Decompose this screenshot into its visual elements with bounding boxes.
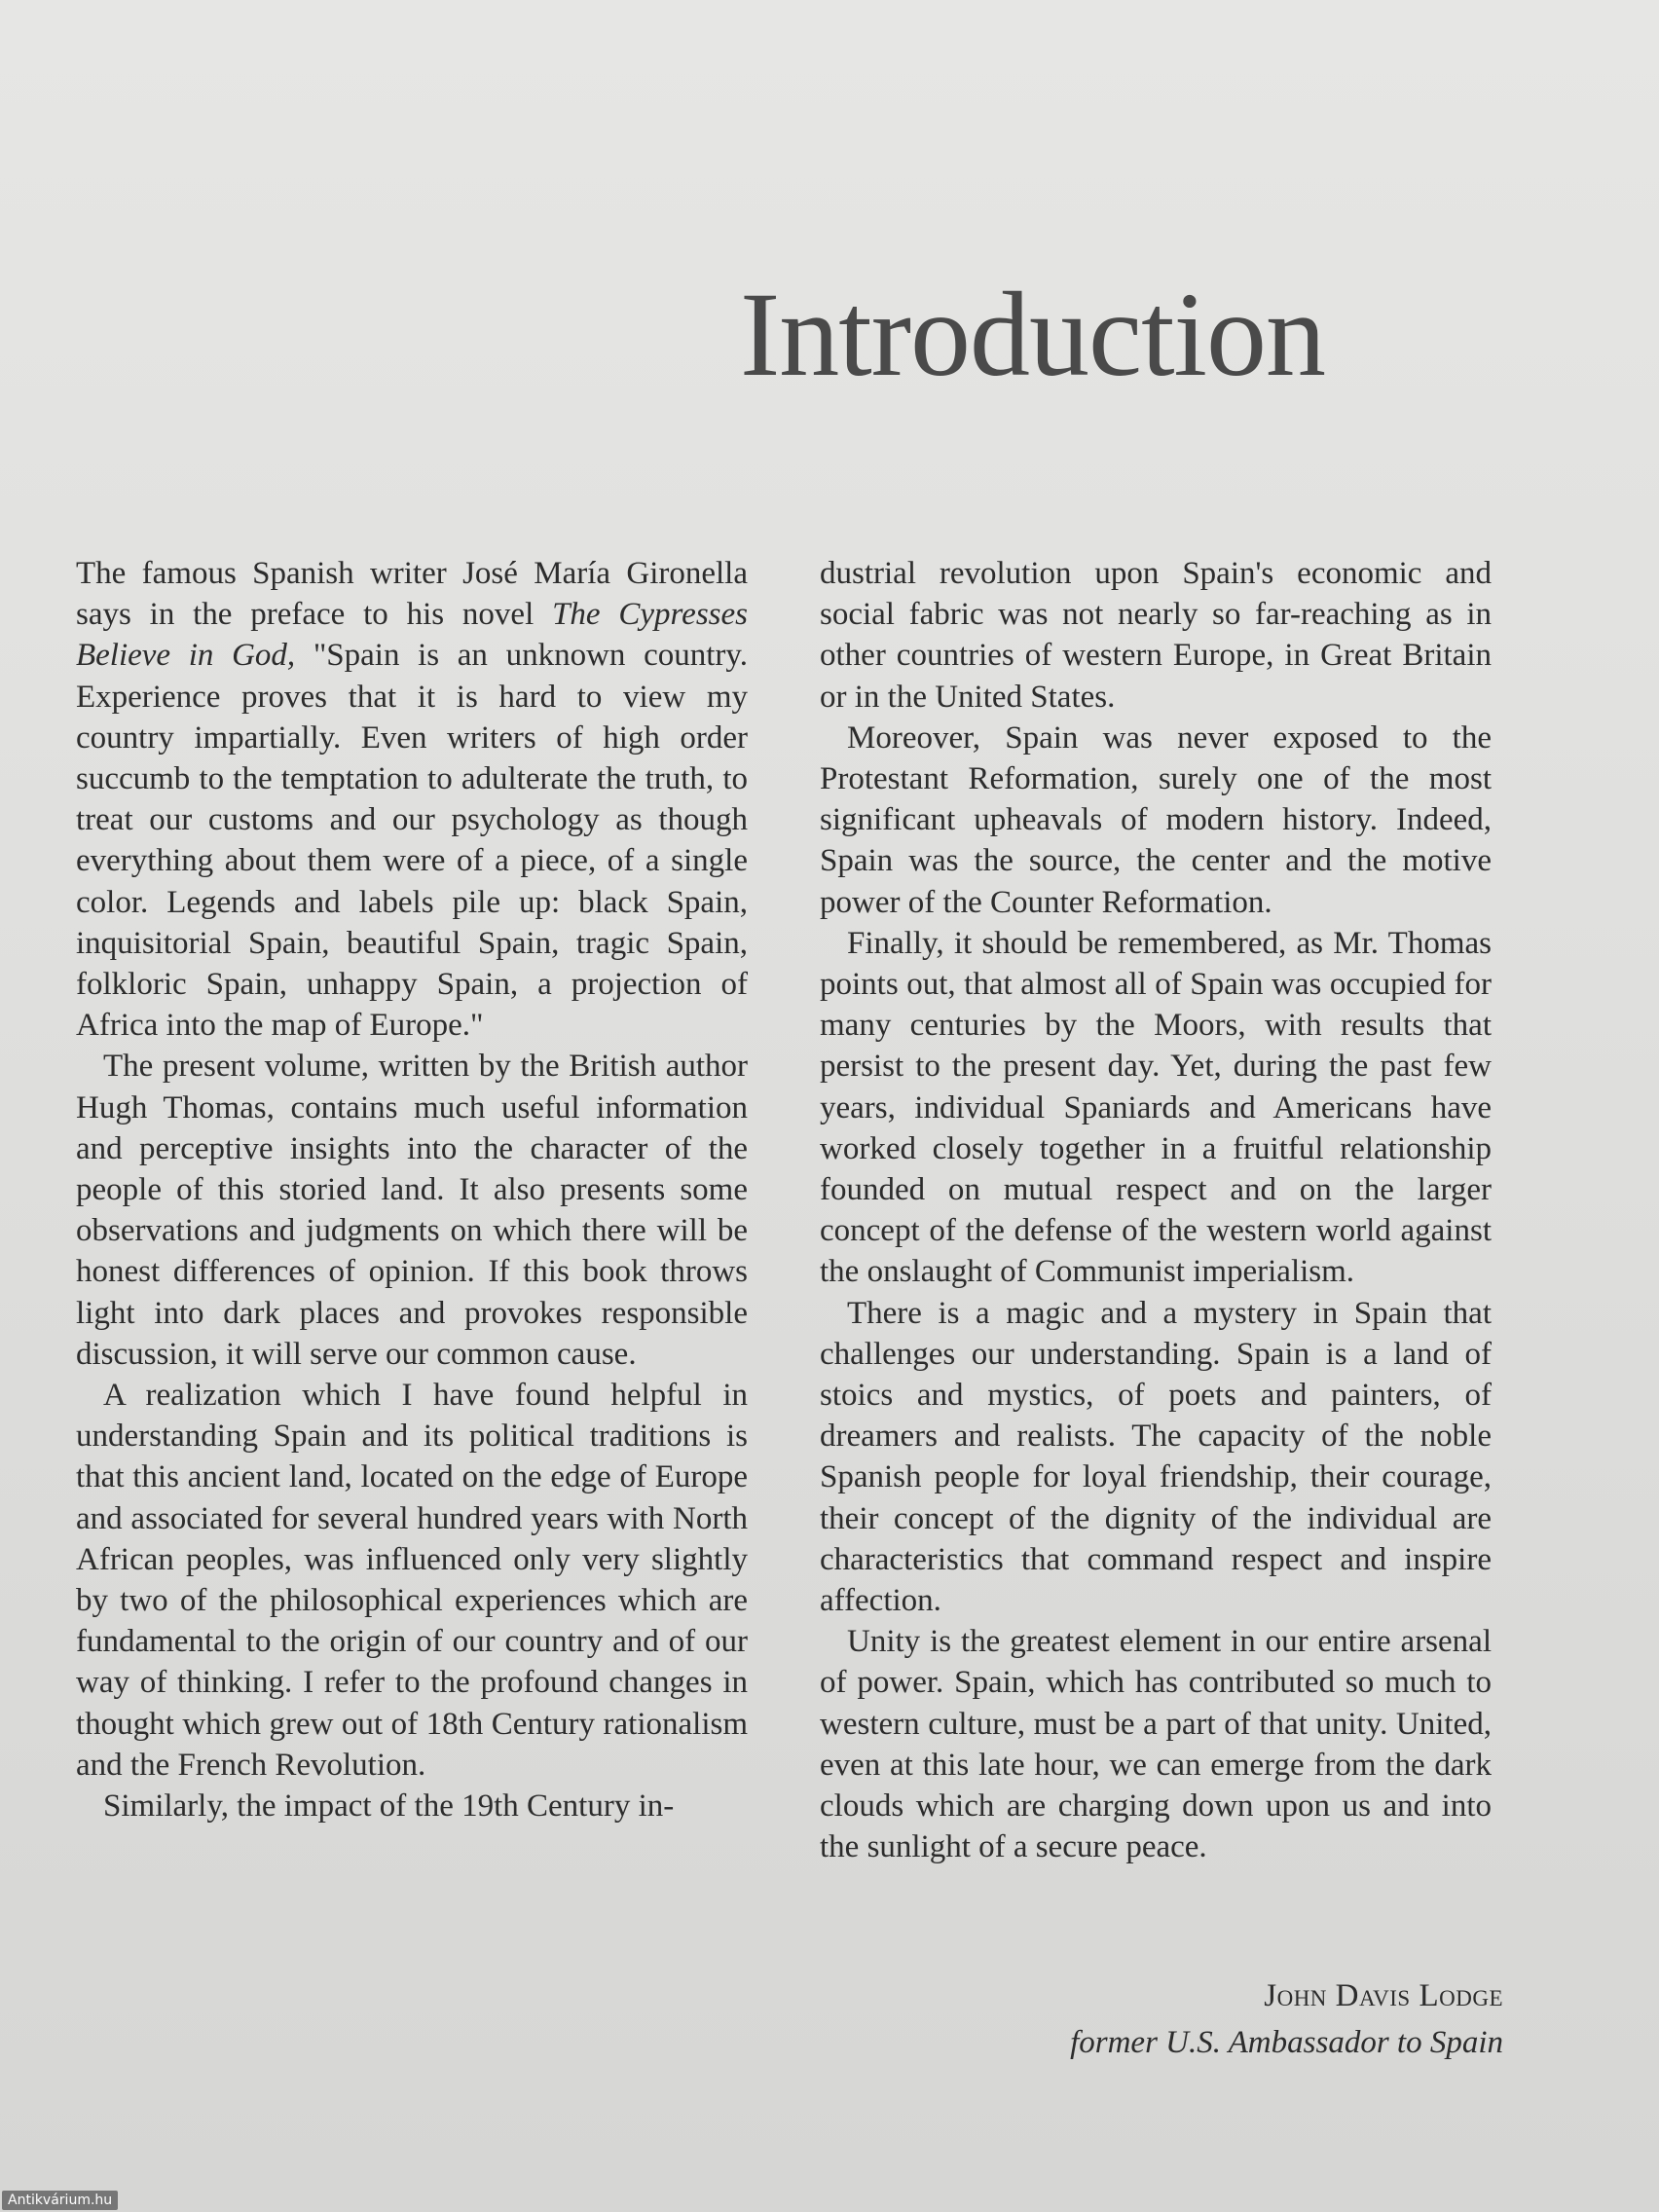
watermark: Antikvárium.hu xyxy=(2,2191,118,2210)
paragraph-8: Unity is the greatest element in our entire arsenal of power. Spain, which has contributed so much to western culture, must be a part of that unity. United, even at this late hour, we can emerge from the dark clouds which are charging down upon us and into the sunlight of a secure peace. xyxy=(820,1624,1492,1865)
paragraph-7: There is a magic and a mystery in Spain that challenges our understanding. Spain is a land of stoics and mystics, of poets and painters, of dreamers and realists. The capacity of the noble Spanish people for loyal friendship, their courage, their concept of the dignity of the individual are characteristics that command respect and inspire affection. xyxy=(820,1295,1492,1619)
signature-title: former U.S. Ambassador to Spain xyxy=(1070,2025,1503,2060)
paragraph-1 xyxy=(76,553,748,1046)
paragraph-2: The present volume, written by the British author Hugh Thomas, contains much useful information and perceptive insights into the character of the people of this storied land. It also presents some observations and judgments on which there will be honest differences of opinion. If this book throws light into dark places and provokes responsible discussion, it will serve our common cause. xyxy=(76,1049,748,1372)
paragraph-4-continued: dustrial revolution upon Spain's economic and social fabric was not nearly so far-reaching as in other countries of western Europe, in Great Britain or in the United States. xyxy=(820,556,1492,715)
left-text-column xyxy=(76,553,748,1826)
novel-title: The Cypresses Believe in God, xyxy=(76,597,748,674)
page-title: Introduction xyxy=(740,268,1325,401)
paragraph-1-text-a: The famous Spanish writer José María Gironella says in the preface to his novel xyxy=(76,556,748,633)
signature-block xyxy=(1070,1972,1503,2066)
signature-name: John Davis Lodge xyxy=(1264,1978,1503,2013)
right-text-column xyxy=(820,553,1492,1868)
paragraph-3: A realization which I have found helpful in understanding Spain and its political traditions is that this ancient land, located on the edge of Europe and associated for several hundred years with North African peoples, was influenced only very slightly by two of the philosophical experiences which are fundamental to the origin of our country and of our way of thinking. I refer to the profound changes in thought which grew out of 18th Century rationalism and the French Revolution. xyxy=(76,1378,748,1783)
paragraph-6: Finally, it should be remembered, as Mr. Thomas points out, that almost all of Spain was occupied for many centuries by the Moors, with results that persist to the present day. Yet, during the past few years, individual Spaniards and Americans have worked closely together in a fruitful relationship founded on mutual respect and on the larger concept of the defense of the western world against the onslaught of Communist imperialism. xyxy=(820,925,1492,1290)
paragraph-5: Moreover, Spain was never exposed to the Protestant Reformation, surely one of the most significant upheavals of modern history. Indeed, Spain was the source, the center and the motive power of the Counter Reformation. xyxy=(820,719,1492,920)
paragraph-4: Similarly, the impact of the 19th Century in- xyxy=(103,1788,675,1825)
paragraph-1-text-b: "Spain is an unknown country. Experience proves that it is hard to view my country impartially. Even writers of high order succumb to the temptation to adulterate the truth, to treat our customs and our psychology as though everything about them were of a piece, of a single color. Legends and labels pile up: black Spain, inquisitorial Spain, beautiful Spain, tragic Spain, folkloric Spain, unhappy Spain, a projection of Africa into the map of Europe." xyxy=(76,638,748,1044)
